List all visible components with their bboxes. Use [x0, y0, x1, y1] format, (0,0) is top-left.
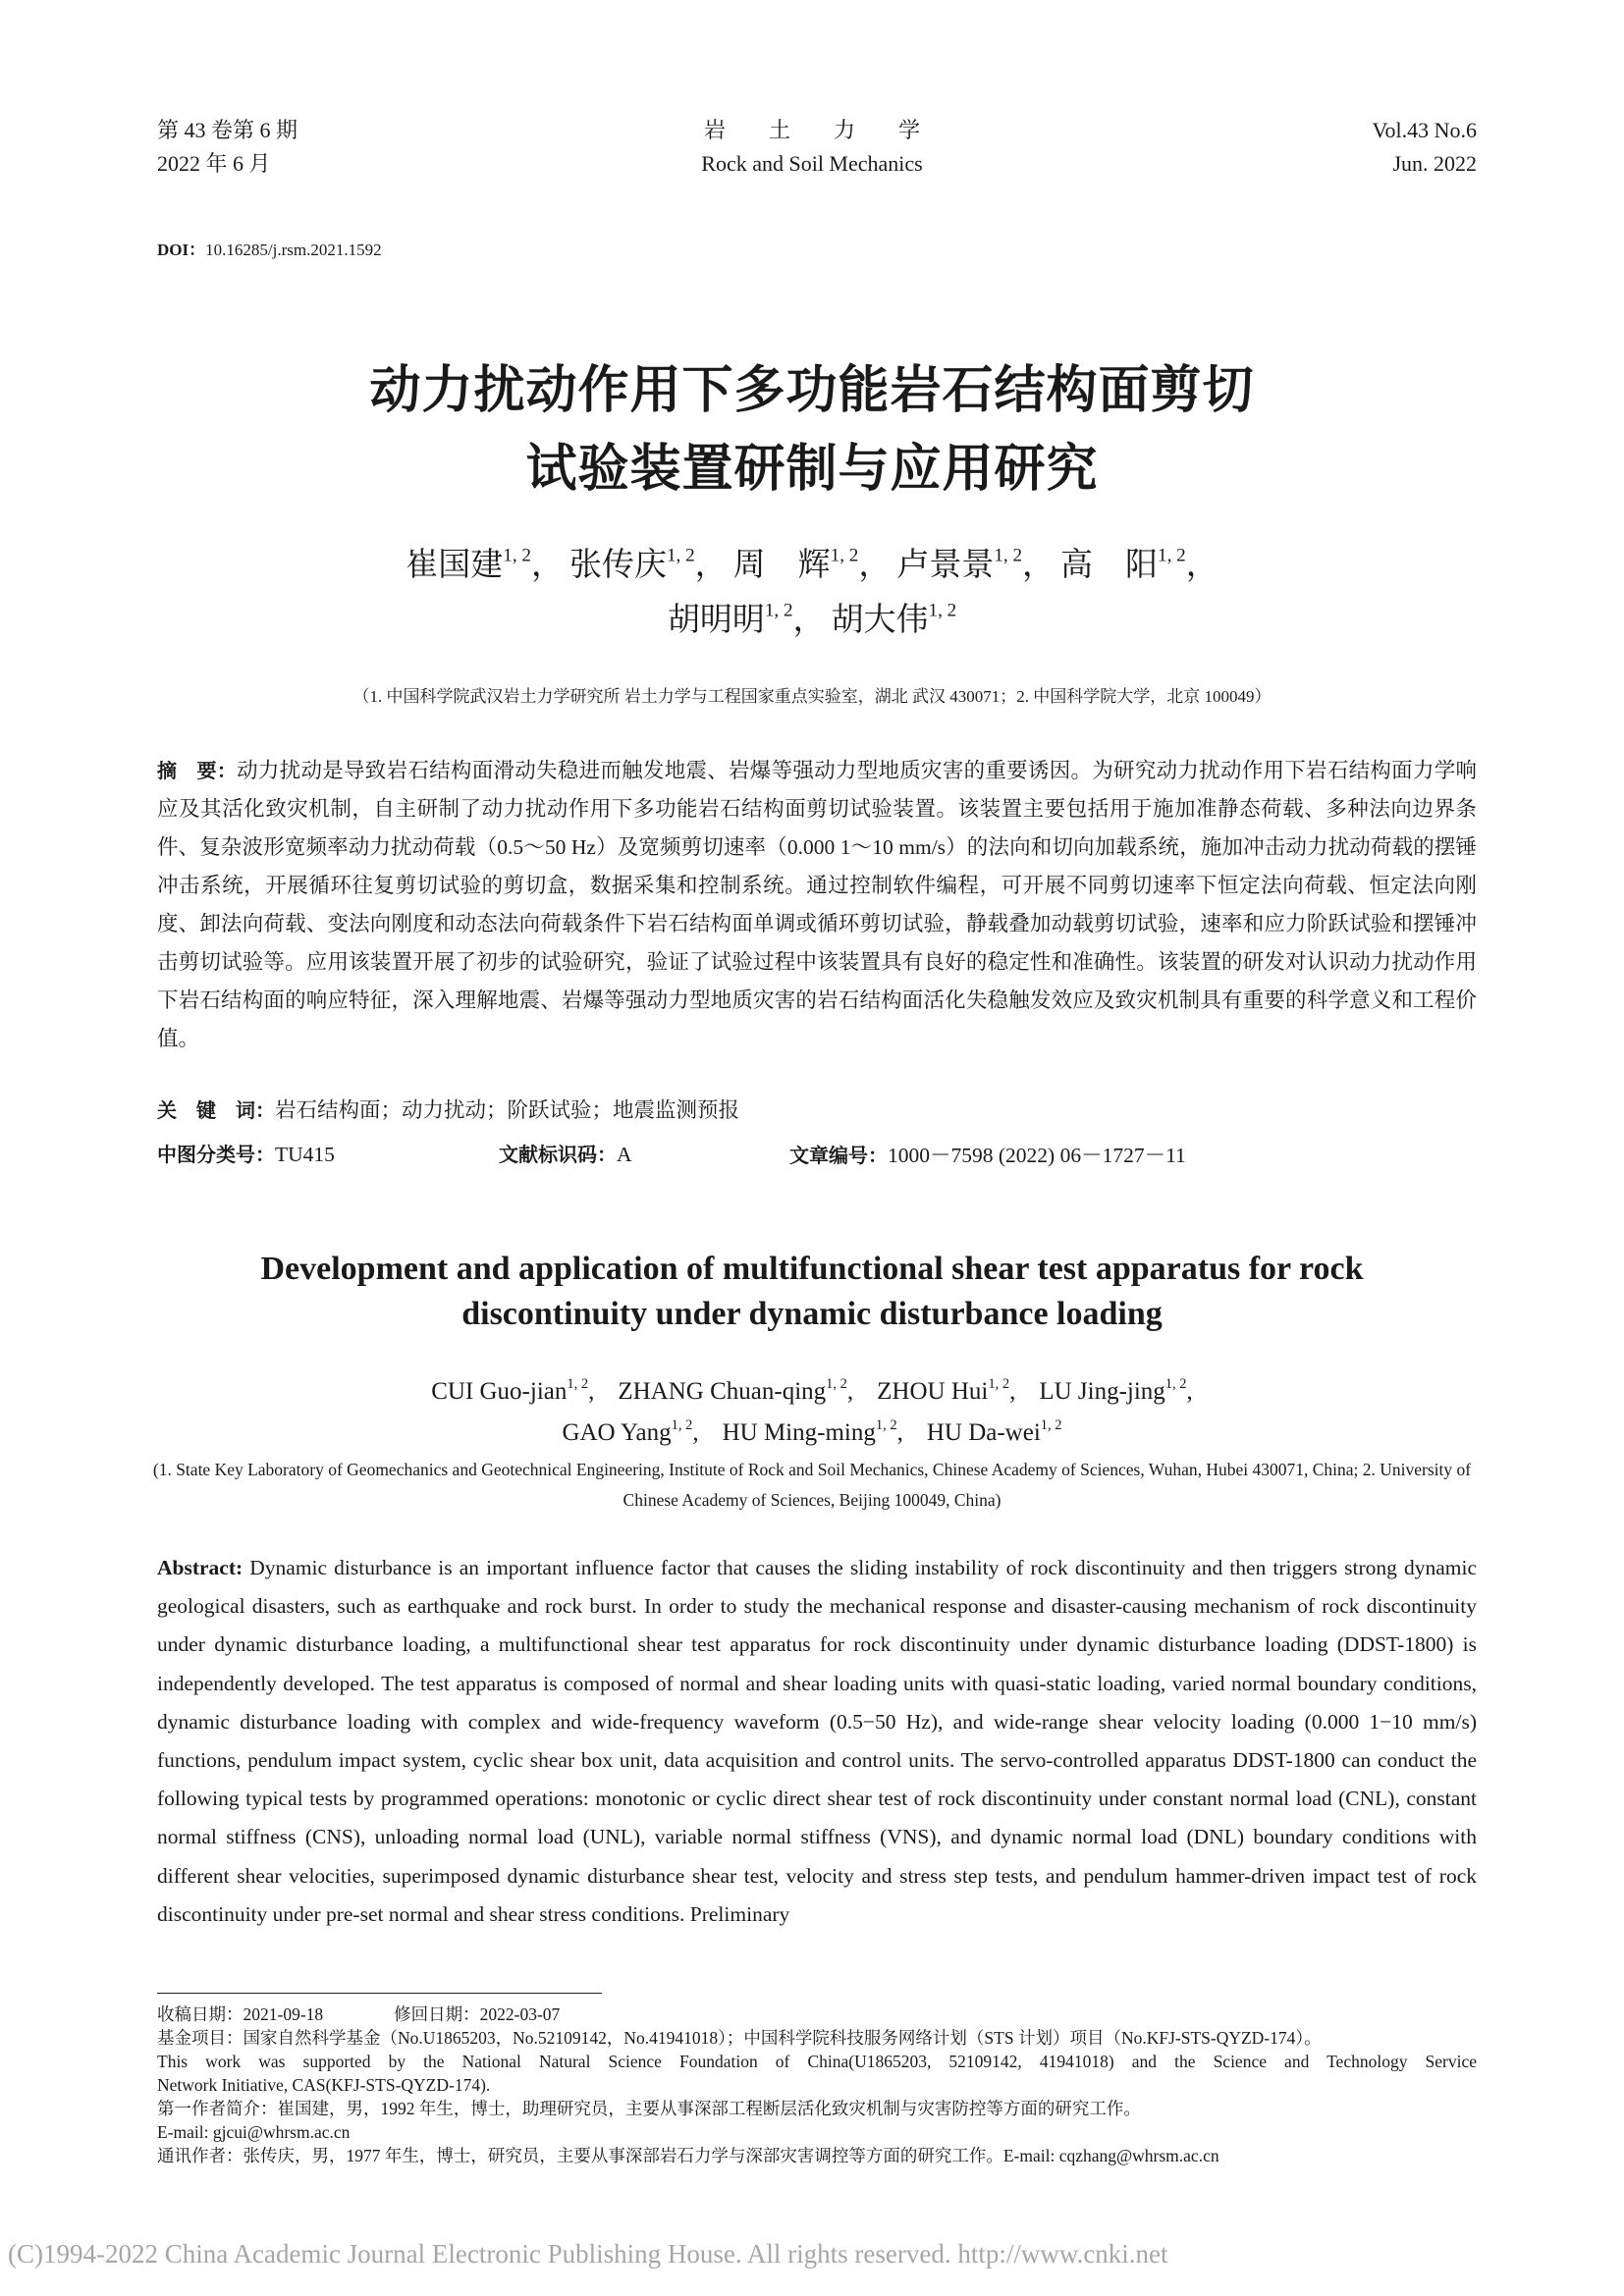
en-authors-line-2 [0, 1413, 1624, 1454]
corresponding-author: 通讯作者：张传庆，男，1977 年生，博士，研究员，主要从事深部岩石力学与深部灾害调控等方面的研究工作。E-mail: cqzhang@whrsm.ac.cn [157, 2146, 1219, 2165]
en-abstract-text: Dynamic disturbance is an important influence factor that causes the sliding instability of rock discontinuity and then triggers strong dynamic geological disasters, such as earthquake and rock burst. In order to study the mechanical response and disaster-causing mechanism of rock discontinuity under dynamic disturbance loading, a multifunctional shear test apparatus for rock discontinuity under dynamic disturbance loading (DDST-1800) is independently developed. The test apparatus is composed of normal and shear loading units with quasi-static loading, varied normal boundary conditions, dynamic disturbance loading with complex and wide-frequency waveform (0.5−50 Hz), and wide-range shear velocity loading (0.000 1−10 mm/s) functions, pendulum impact system, cyclic shear box unit, data acquisition and control units. The servo-controlled apparatus DDST-1800 can conduct the following typical tests by programmed operations: monotonic or cyclic direct shear test of rock discontinuity under constant normal load (CNL), constant normal stiffness (CNS), unloading normal load (UNL), variable normal stiffness (VNS), and dynamic normal load (DNL) boundary conditions with different shear velocities, superimposed dynamic disturbance shear test, velocity and stress step tests, and pendulum hammer-driven impact test of rock discontinuity under pre-set normal and shear stress conditions. Preliminary [157, 1556, 1478, 1926]
doi-line [157, 236, 382, 260]
en-authors [0, 1371, 1624, 1454]
author [562, 1419, 698, 1446]
author-separator: ， [1185, 548, 1218, 583]
author-name: ZHANG Chuan-qing [618, 1378, 827, 1405]
en-abstract [157, 1549, 1477, 1934]
author-affiliation-mark: 1, 2 [830, 545, 859, 566]
cn-abstract [157, 752, 1477, 1058]
author-separator: , [896, 1419, 903, 1446]
cn-abstract-label: 摘 要： [157, 759, 238, 782]
en-title-line-2: discontinuity under dynamic disturbance loading [461, 1296, 1163, 1332]
footnotes [157, 2002, 1477, 2167]
date-cn: 2022 年 6 月 [157, 151, 271, 176]
doi-value[interactable]: 10.16285/j.rsm.2021.1592 [205, 240, 382, 259]
author [877, 1378, 1015, 1405]
fund-cn: 基金项目：国家自然科学基金（No.U1865203，No.52109142，No.41941018）；中国科学院科技服务网络计划（STS 计划）项目（No.KFJ-STS-QYZD-174）。 [157, 2028, 1322, 2048]
author-affiliation-mark: 1, 2 [666, 545, 695, 566]
author-separator: ， [858, 548, 892, 583]
cn-authors-line-2 [0, 593, 1624, 648]
author [618, 1378, 853, 1405]
author-separator: ， [792, 603, 826, 638]
author-affiliation-mark: 1, 2 [988, 1376, 1010, 1393]
author-affiliation-mark: 1, 2 [875, 1417, 897, 1434]
author-name: CUI Guo-jian [431, 1378, 568, 1405]
author-affiliation-mark: 1, 2 [503, 545, 531, 566]
cn-keywords-text: 岩石结构面；动力扰动；阶跃试验；地震监测预报 [275, 1098, 740, 1122]
en-title [0, 1247, 1624, 1337]
author-affiliation-mark: 1, 2 [671, 1417, 693, 1434]
author-name: ZHOU Hui [877, 1378, 989, 1405]
author-separator: , [846, 1378, 854, 1405]
author-separator: , [1009, 1378, 1016, 1405]
cn-title [0, 351, 1624, 508]
fund-en-1: This work was supported by the National Natural Science Foundation of China(U1865203, 52109142, 41941018) and the Science and Technology Service [157, 2052, 1477, 2071]
classification-row [157, 1139, 1477, 1174]
first-author-email[interactable]: E-mail: gjcui@whrsm.ac.cn [157, 2122, 351, 2142]
author-affiliation-mark: 1, 2 [1040, 1417, 1062, 1434]
journal-name-cn: 岩 土 力 学 [703, 118, 920, 142]
cn-title-line-1: 动力扰动作用下多功能岩石结构面剪切 [369, 361, 1255, 420]
author-name: 崔国建 [406, 548, 504, 583]
article-no-field [789, 1139, 1186, 1169]
journal-name-en: Rock and Soil Mechanics [701, 151, 923, 176]
header-right [1372, 114, 1477, 181]
article-no-value: 1000－7598 (2022) 06－1727－11 [888, 1144, 1186, 1167]
author [406, 545, 564, 583]
cn-title-line-2: 试验装置研制与应用研究 [525, 440, 1099, 499]
author-name: LU Jing-jing [1039, 1378, 1165, 1405]
en-abstract-label: Abstract: [157, 1556, 244, 1579]
copyright-notice: (C)1994-2022 China Academic Journal Electronic Publishing House. All rights reserved. http://www.cnki.net [8, 2239, 1168, 2269]
author [431, 1378, 594, 1405]
author-name: 卢景景 [896, 548, 995, 583]
author-name: HU Da-wei [926, 1419, 1041, 1446]
cn-keywords [157, 1092, 1477, 1130]
author-affiliation-mark: 1, 2 [1158, 545, 1186, 566]
author [896, 545, 1056, 583]
en-affiliation: (1. State Key Laboratory of Geomechanics and Geotechnical Engineering, Institute of Rock and Soil Mechanics, Chinese Academy of Sciences, Wuhan, Hubei 430071, China; 2. University of Chinese Academy of Sciences, Beijing 100049, China) [152, 1460, 1472, 1510]
author [1060, 545, 1218, 583]
revised-date: 修回日期：2022-03-07 [394, 2004, 561, 2024]
author-separator: ， [530, 548, 564, 583]
received-date: 收稿日期：2021-09-18 [157, 2004, 324, 2024]
clc-value: TU415 [275, 1143, 335, 1166]
cn-keywords-label: 关 键 词： [157, 1098, 275, 1122]
cn-authors-line-1 [0, 538, 1624, 593]
author-separator: , [588, 1378, 595, 1405]
author-affiliation-mark: 1, 2 [928, 600, 957, 621]
author-affiliation-mark: 1, 2 [764, 600, 793, 621]
doi-label: DOI： [157, 240, 206, 259]
author [667, 600, 826, 638]
footnote-divider [157, 1993, 602, 1994]
date-en: Jun. 2022 [1392, 151, 1477, 176]
author-name: HU Ming-ming [722, 1419, 876, 1446]
author-name: 胡明明 [667, 603, 765, 638]
volume-issue-en: Vol.43 No.6 [1372, 118, 1477, 142]
doc-code-label: 文献标识码： [499, 1143, 617, 1166]
cn-authors [0, 538, 1624, 648]
author-affiliation-mark: 1, 2 [567, 1376, 589, 1393]
article-no-label: 文章编号： [789, 1144, 888, 1167]
author [927, 1419, 1062, 1446]
author [568, 545, 728, 583]
en-authors-line-1 [0, 1371, 1624, 1413]
doc-code-field [499, 1139, 632, 1167]
volume-issue-cn: 第 43 卷第 6 期 [157, 118, 298, 142]
author-name: 高 阳 [1060, 548, 1159, 583]
author-name: 周 辉 [732, 548, 831, 583]
doc-code-value: A [617, 1143, 632, 1166]
author-separator: ， [694, 548, 728, 583]
author [831, 600, 957, 638]
first-author-bio: 第一作者简介：崔国建，男，1992 年生，博士，助理研究员，主要从事深部工程断层活化致灾机制与灾害防控等方面的研究工作。 [157, 2099, 1141, 2118]
author [1039, 1378, 1192, 1405]
author-affiliation-mark: 1, 2 [1164, 1376, 1187, 1393]
dates-line [157, 2002, 1477, 2026]
en-title-line-1: Development and application of multifunctional shear test apparatus for rock [260, 1251, 1364, 1287]
cn-abstract-text: 动力扰动是导致岩石结构面滑动失稳进而触发地震、岩爆等强动力型地质灾害的重要诱因。为研究动力扰动作用下岩石结构面力学响应及其活化致灾机制，自主研制了动力扰动作用下多功能岩石结构面剪切试验装置。该装置主要包括用于施加准静态荷载、多种法向边界条件、复杂波形宽频率动力扰动荷载（0.5～50 Hz）及宽频剪切速率（0.000 1～10 mm/s）的法向和切向加载系统，施加冲击动力扰动荷载的摆锤冲击系统，开展循环往复剪切试验的剪切盒，数据采集和控制系统。通过控制软件编程，可开展不同剪切速率下恒定法向荷载、恒定法向刚度、卸法向荷载、变法向刚度和动态法向荷载条件下岩石结构面单调或循环剪切试验，静载叠加动载剪切试验，速率和应力阶跃试验和摆锤冲击剪切试验等。应用该装置开展了初步的试验研究，验证了试验过程中该装置具有良好的稳定性和准确性。该装置的研发对认识动力扰动作用下岩石结构面的响应特征，深入理解地震、岩爆等强动力型地质灾害的岩石结构面活化失稳触发效应及致灾机制具有重要的科学意义和工程价值。 [157, 759, 1478, 1050]
header-left [157, 114, 298, 181]
author-name: GAO Yang [562, 1419, 672, 1446]
header-center [616, 114, 1008, 181]
author-affiliation-mark: 1, 2 [826, 1376, 847, 1393]
author-affiliation-mark: 1, 2 [994, 545, 1023, 566]
clc-field [157, 1139, 335, 1167]
author [723, 1419, 903, 1446]
author-separator: , [1186, 1378, 1193, 1405]
cn-affiliation: （1. 中国科学院武汉岩土力学研究所 岩土力学与工程国家重点实验室，湖北 武汉 430071；2. 中国科学院大学，北京 100049） [352, 687, 1272, 706]
author-name: 胡大伟 [831, 603, 929, 638]
author [732, 545, 892, 583]
author-name: 张传庆 [568, 548, 667, 583]
fund-en-2: Network Initiative, CAS(KFJ-STS-QYZD-174). [157, 2075, 491, 2095]
clc-label: 中图分类号： [157, 1143, 275, 1166]
author-separator: ， [1022, 548, 1056, 583]
author-separator: , [692, 1419, 699, 1446]
